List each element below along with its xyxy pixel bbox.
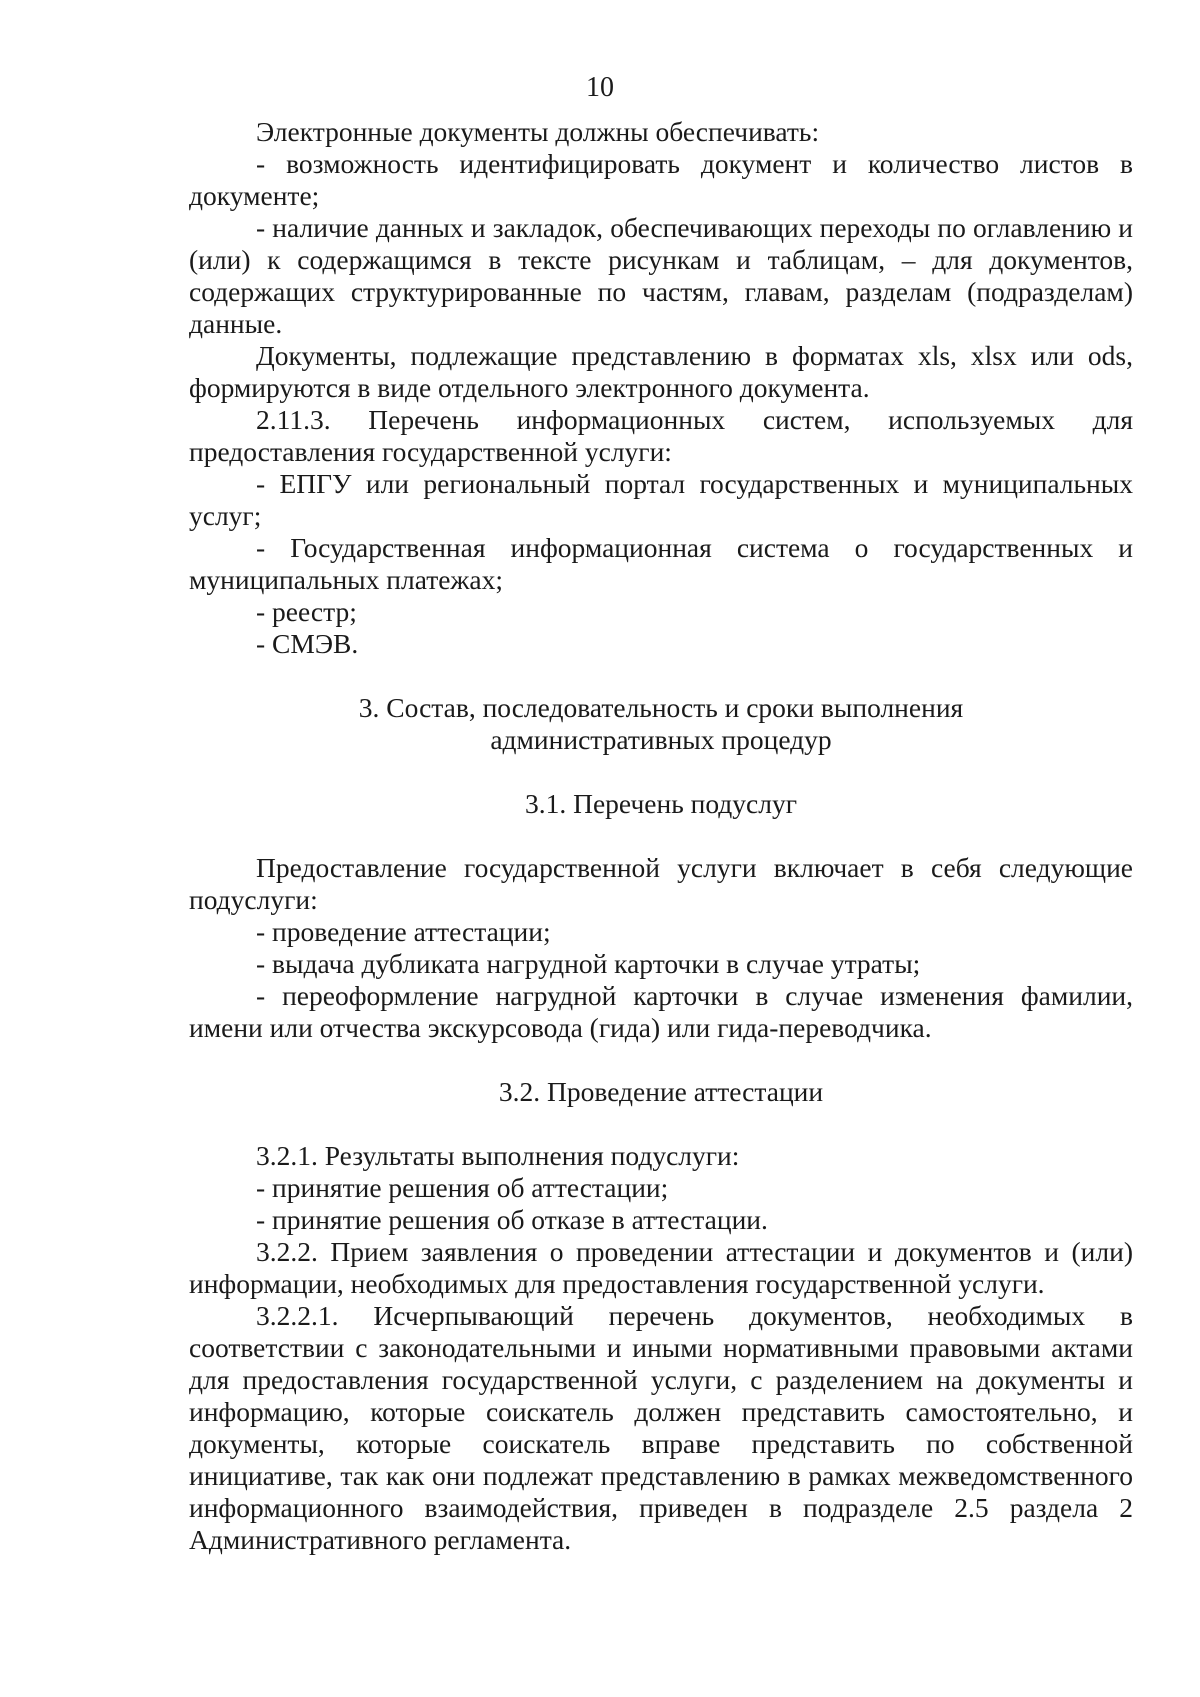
page-number: 10 — [586, 72, 614, 103]
paragraph: 3.2.2. Прием заявления о проведении аттестации и документов и (или) информации, необходимых для предоставления государственной услуги. — [189, 1236, 1133, 1299]
subsection-heading-3-1: 3.1. Перечень подуслуг — [524, 788, 797, 819]
paragraph: Документы, подлежащие представлению в форматах xls, xlsx или ods, формируются в виде отдельного электронного документа. — [189, 340, 1133, 403]
list-item: - возможность идентифицировать документ и количество листов в документе; — [189, 148, 1133, 211]
section-heading-3: 3. Состав, последовательность и сроки выполнения — [358, 692, 964, 723]
document-body — [189, 116, 1133, 1556]
list-item: - переоформление нагрудной карточки в случае изменения фамилии, имени или отчества экскурсовода (гида) или гида-переводчика. — [189, 980, 1133, 1043]
list-item: - наличие данных и закладок, обеспечивающих переходы по оглавлению и (или) к содержащимся в тексте рисункам и таблицам, – для документов, содержащих структурированные по частям, главам, разделам (подразделам) данные. — [189, 212, 1133, 339]
subsection-heading-3-2: 3.2. Проведение аттестации — [498, 1076, 824, 1107]
paragraph: 3.2.2.1. Исчерпывающий перечень документов, необходимых в соответствии с законодательными и иными нормативными правовыми актами для предоставления государственной услуги, с разделением на документы и информацию, которые соискатель должен представить самостоятельно, и документы, которые соискатель вправе представить по собственной инициативе, так как они подлежат представлению в рамках межведомственного информационного взаимодействия, приведен в подразделе 2.5 раздела 2 Административного регламента. — [189, 1300, 1133, 1555]
paragraph: Предоставление государственной услуги включает в себя следующие подуслуги: — [189, 852, 1133, 915]
paragraph: 2.11.3. Перечень информационных систем, используемых для предоставления государственной услуги: — [189, 404, 1133, 467]
paragraph: Электронные документы должны обеспечивать: — [256, 116, 820, 147]
section-heading-3-line2: административных процедур — [490, 724, 832, 755]
list-item: - СМЭВ. — [256, 628, 359, 659]
list-item: - реестр; — [256, 596, 357, 627]
list-item: - принятие решения об аттестации; — [256, 1172, 669, 1203]
paragraph: 3.2.1. Результаты выполнения подуслуги: — [256, 1140, 740, 1171]
list-item: - проведение аттестации; — [256, 916, 551, 947]
list-item: - Государственная информационная система о государственных и муниципальных платежах; — [189, 532, 1133, 595]
list-item: - ЕПГУ или региональный портал государственных и муниципальных услуг; — [189, 468, 1133, 531]
list-item: - принятие решения об отказе в аттестации. — [256, 1204, 768, 1235]
list-item: - выдача дубликата нагрудной карточки в случае утраты; — [256, 948, 921, 979]
